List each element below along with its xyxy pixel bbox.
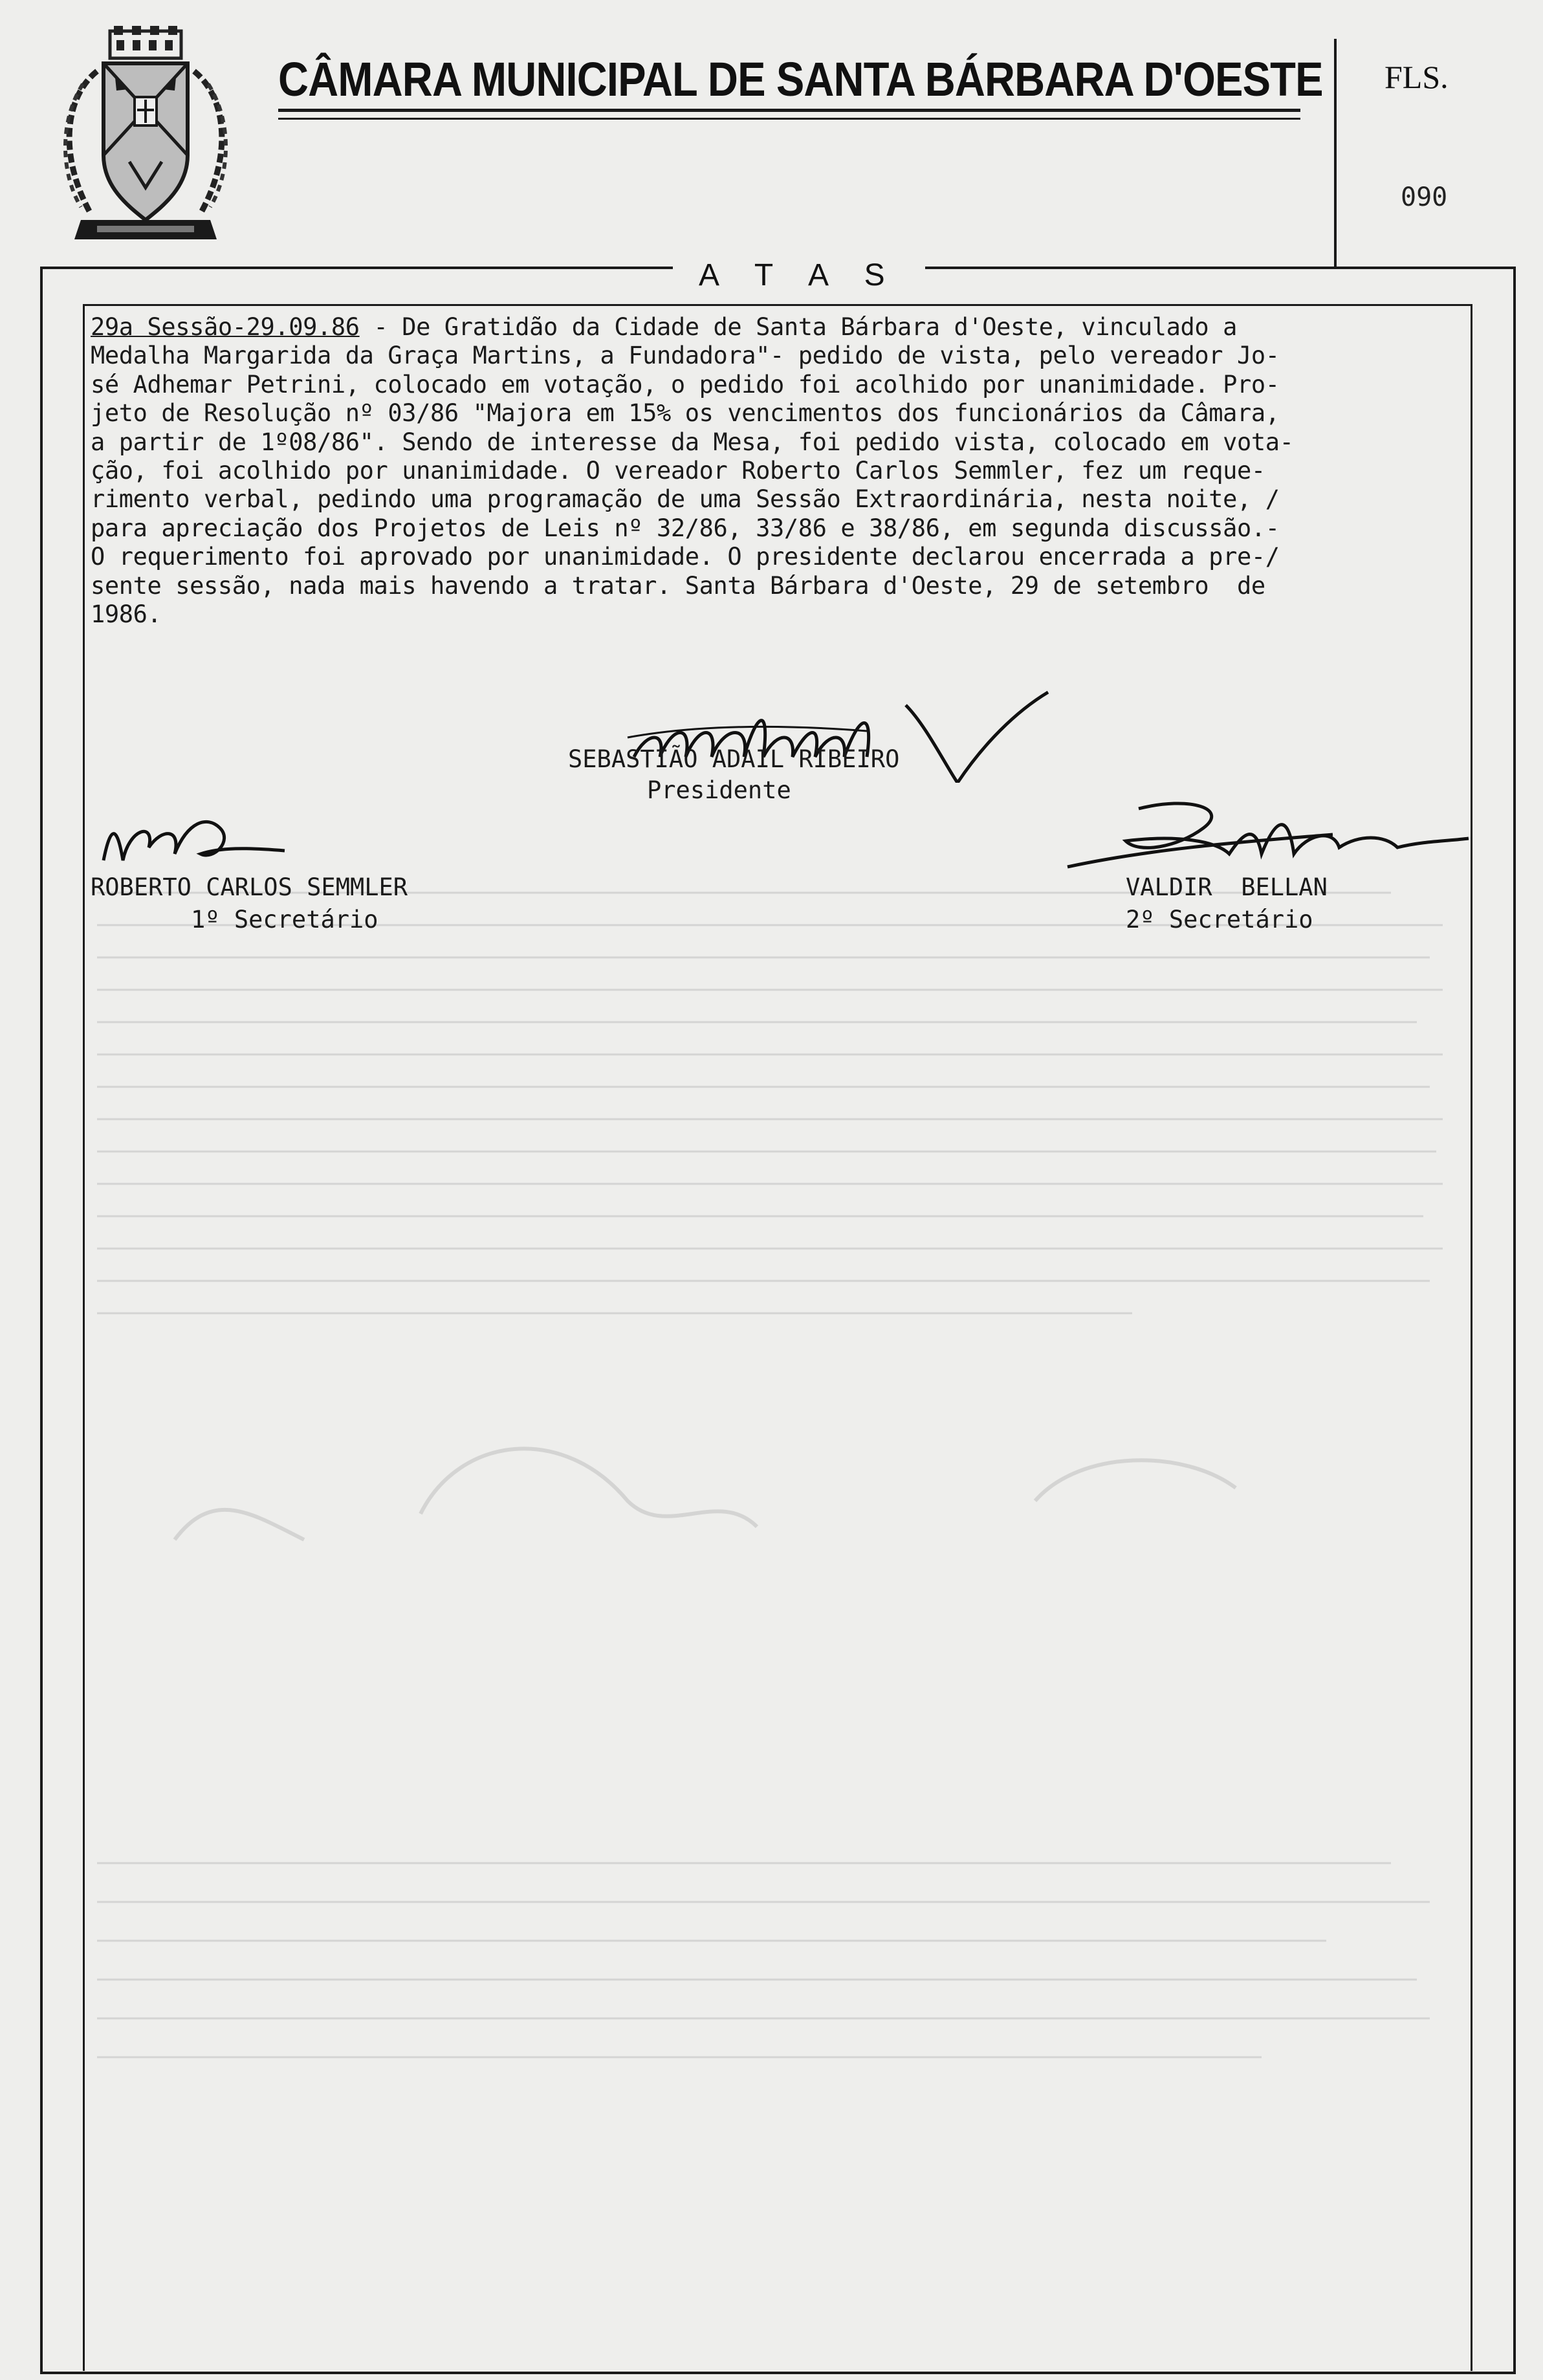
second-secretary-role: 2º Secretário [1126,906,1313,933]
minutes-line: sente sessão, nada mais havendo a tratar. Santa Bárbara d'Oeste, 29 de setembro de [91,571,1265,600]
minutes-line: O requerimento foi aprovado por unanimidade. O presidente declarou encerrada a pre-/ [91,543,1280,571]
minutes-line: Medalha Margarida da Graça Martins, a Fundadora"- pedido de vista, pelo vereador Jo- [91,342,1280,370]
minutes-line: rimento verbal, pedindo uma programação de uma Sessão Extraordinária, nesta noite, / [91,485,1280,514]
second-secretary-signature [1061,796,1475,873]
first-secretary-name: ROBERTO CARLOS SEMMLER [91,873,408,901]
page-title: CÂMARA MUNICIPAL DE SANTA BÁRBARA D'OESTE [278,52,1323,106]
folio-label: FLS. [1384,59,1449,95]
minutes-line: jeto de Resolução nº 03/86 "Majora em 15% os vencimentos dos funcionários da Câmara, [91,399,1280,428]
president-name: SEBASTIÃO ADAIL RIBEIRO [568,745,900,773]
session-reference: 29a Sessão-29.09.86 [91,313,360,341]
bleed-through-texture [97,867,1462,2290]
second-secretary-name: VALDIR BELLAN [1126,873,1328,901]
minutes-line: a partir de 1º08/86". Sendo de interesse da Mesa, foi pedido vista, colocado em vota- [91,428,1294,456]
minutes-line: sé Adhemar Petrini, colocado em votação, o pedido foi acolhido por unanimidade. Pro- [91,370,1280,398]
folio-divider [1334,39,1337,267]
municipal-coat-of-arms-icon [52,26,239,246]
president-role: Presidente [647,776,791,804]
folio-number: 090 [1401,182,1448,212]
minutes-line-text: - De Gratidão da Cidade de Santa Bárbara d'Oeste, vinculado a [359,313,1237,341]
minutes-text [91,313,1465,629]
minutes-line [91,313,1465,342]
first-secretary-signature [91,802,298,873]
first-secretary-role: 1º Secretário [191,906,378,933]
minutes-line: para apreciação dos Projetos de Leis nº 32/86, 33/86 e 38/86, em segunda discussão.- [91,514,1280,542]
minutes-line: ção, foi acolhido por unanimidade. O vereador Roberto Carlos Semmler, fez um reque- [91,456,1265,485]
title-underline-thin [278,118,1300,120]
title-underline [278,109,1300,112]
minutes-line: 1986. [91,600,162,628]
section-title: A T A S [673,257,925,293]
